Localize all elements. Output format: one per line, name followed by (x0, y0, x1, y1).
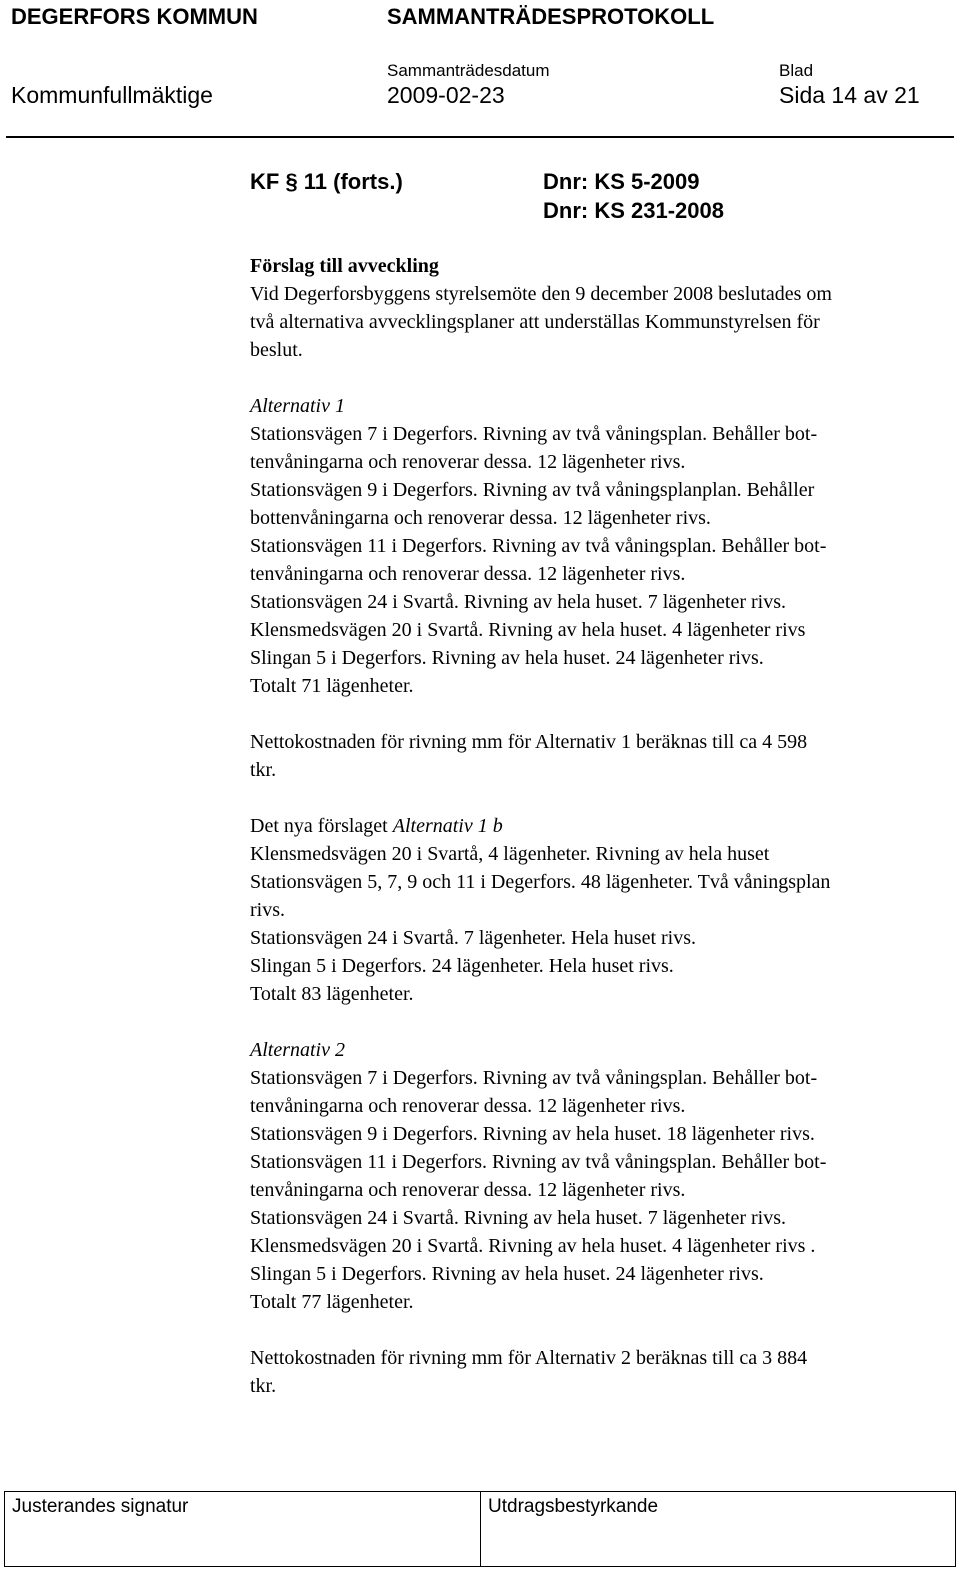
alt1-line: tenvåningarna och renoverar dessa. 12 lägenheter rivs. (250, 563, 686, 585)
certification-label: Utdragsbestyrkande (488, 1496, 659, 1517)
alt2-line: Klensmedsvägen 20 i Svartå. Rivning av hela huset. 4 lägenheter rivs . (250, 1235, 816, 1257)
alt1-line: Stationsvägen 24 i Svartå. Rivning av hela huset. 7 lägenheter rivs. (250, 591, 786, 613)
alternative-2 (250, 1036, 956, 1316)
section-heading: Förslag till avveckling (250, 255, 439, 277)
alt2-cost-line: tkr. (250, 1375, 277, 1397)
alt2-cost-line: Nettokostnaden för rivning mm för Alternativ 2 beräknas till ca 3 884 (250, 1347, 808, 1369)
alt1-line: Stationsvägen 7 i Degerfors. Rivning av två våningsplan. Behåller bot- (250, 423, 818, 445)
alt2-title: Alternativ 2 (250, 1039, 345, 1061)
alt1-line: Stationsvägen 11 i Degerfors. Rivning av två våningsplan. Behåller bot- (250, 535, 827, 557)
intro-line: två alternativa avvecklingsplaner att underställas Kommunstyrelsen för (250, 311, 820, 333)
alt2-line: Slingan 5 i Degerfors. Rivning av hela huset. 24 lägenheter rivs. (250, 1263, 764, 1285)
alt1-cost-line: tkr. (250, 759, 277, 781)
document-body (250, 252, 956, 1428)
alt1-cost-line: Nettokostnaden för rivning mm för Alternativ 1 beräknas till ca 4 598 (250, 731, 808, 753)
alt1-total: Totalt 71 lägenheter. (250, 675, 414, 697)
alternative-1 (250, 392, 956, 700)
alt1-line: tenvåningarna och renoverar dessa. 12 lägenheter rivs. (250, 451, 686, 473)
meeting-date: 2009-02-23 (387, 82, 505, 108)
date-label: Sammanträdesdatum (387, 61, 550, 80)
alt1b-line: Slingan 5 i Degerfors. 24 lägenheter. Hela huset rivs. (250, 955, 674, 977)
alt2-line: Stationsvägen 7 i Degerfors. Rivning av två våningsplan. Behåller bot- (250, 1067, 818, 1089)
section-ref: KF § 11 (forts.) (250, 169, 403, 194)
body-name: Kommunfullmäktige (11, 82, 213, 108)
alt2-line: tenvåningarna och renoverar dessa. 12 lägenheter rivs. (250, 1179, 686, 1201)
signature-box (4, 1491, 481, 1567)
alt1-cost (250, 728, 956, 784)
alt1-line: Stationsvägen 9 i Degerfors. Rivning av två våningsplanplan. Behåller (250, 479, 815, 501)
alt1b-total: Totalt 83 lägenheter. (250, 983, 414, 1005)
alt1b-title: Alternativ 1 b (392, 815, 503, 837)
intro-line: Vid Degerforsbyggens styrelsemöte den 9 december 2008 beslutades om (250, 283, 832, 305)
alt1-line: Klensmedsvägen 20 i Svartå. Rivning av hela huset. 4 lägenheter rivs (250, 619, 806, 641)
page-label: Blad (779, 61, 814, 80)
dnr-1: Dnr: KS 5-2009 (543, 169, 700, 194)
org-name: DEGERFORS KOMMUN (11, 4, 258, 29)
page-number: Sida 14 av 21 (779, 82, 920, 108)
alt2-total: Totalt 77 lägenheter. (250, 1291, 414, 1313)
alt1b-heading (250, 812, 956, 840)
alternative-1b (250, 812, 956, 1008)
alt1b-line: Stationsvägen 24 i Svartå. 7 lägenheter. Hela huset rivs. (250, 927, 697, 949)
alt2-line: Stationsvägen 9 i Degerfors. Rivning av hela huset. 18 lägenheter rivs. (250, 1123, 815, 1145)
header-divider (6, 136, 954, 138)
alt2-line: Stationsvägen 11 i Degerfors. Rivning av två våningsplan. Behåller bot- (250, 1151, 827, 1173)
alt1-line: Slingan 5 i Degerfors. Rivning av hela huset. 24 lägenheter rivs. (250, 647, 764, 669)
alt2-line: tenvåningarna och renoverar dessa. 12 lägenheter rivs. (250, 1095, 686, 1117)
alt2-cost (250, 1344, 956, 1400)
alt2-line: Stationsvägen 24 i Svartå. Rivning av hela huset. 7 lägenheter rivs. (250, 1207, 786, 1229)
alt1b-line: Stationsvägen 5, 7, 9 och 11 i Degerfors. 48 lägenheter. Två våningsplan (250, 871, 831, 893)
document-type: SAMMANTRÄDESPROTOKOLL (387, 4, 715, 29)
alt1b-prefix: Det nya förslaget (250, 815, 393, 837)
intro-line: beslut. (250, 339, 303, 361)
alt1b-line: rivs. (250, 899, 285, 921)
alt1-title: Alternativ 1 (250, 395, 345, 417)
dnr-2: Dnr: KS 231-2008 (543, 198, 724, 223)
alt1b-line: Klensmedsvägen 20 i Svartå, 4 lägenheter. Rivning av hela huset (250, 843, 770, 865)
intro-section (250, 252, 956, 364)
certification-box (480, 1491, 956, 1567)
alt1-line: bottenvåningarna och renoverar dessa. 12 lägenheter rivs. (250, 507, 711, 529)
signature-label: Justerandes signatur (12, 1496, 189, 1517)
